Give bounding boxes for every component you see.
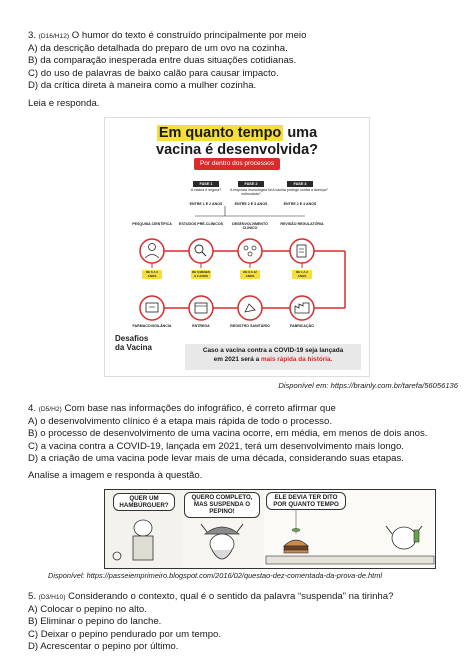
infographic-banner: Caso a vacina contra a COVID-19 seja lançada em 2021 será a mais rápida da história. [185,344,361,370]
question-4-stem: 4. (D5/H2) Com base nas informações do infográfico, é correto afirmar que [28,403,336,414]
phase-3-label: FASE 3 [287,181,313,187]
phase-2-label: FASE 2 [238,181,264,187]
step-farmacovigilancia-label: FARMACOVIGILÂNCIA [132,324,172,328]
question-4-option-b[interactable]: B) o processo de desenvolvimento de uma vacina ocorre, em média, em menos de dois anos. [28,428,428,440]
pharmacovigilance-icon [140,296,164,320]
question-5-option-d[interactable]: D) Acrescentar o pepino por último. [28,640,179,652]
question-4-option-a[interactable]: A) o desenvolvimento clínico é a etapa mais rápida de todo o processo. [28,416,332,428]
comic-panel-1 [105,490,182,568]
vaccine-infographic [104,117,370,377]
badge-pesquisa: DE 6 A 2 ANOS [142,270,162,279]
step-clinico-label: DESENVOLVIMENTO CLÍNICO [232,222,268,231]
question-3-option-b[interactable]: B) da comparação inesperada entre duas situações cotidianas. [28,55,297,67]
instruction-read: Leia e responda. [28,98,100,109]
comic-panel-3 [264,490,435,568]
people-group-icon [238,239,262,263]
badge-preclinicos: DE 6 MESES A 2 ANOS [191,270,210,279]
step-registro-label: REGISTRO SANITÁRIO [230,324,270,328]
phase-3-duration: ENTRE 2 E 4 ANOS [283,202,317,206]
phase-3-text: A vacina protege contra a doença? [272,188,328,192]
phase-1-label: FASE 1 [193,181,219,187]
question-4-option-d[interactable]: D) a criação de uma vacina pode levar mais de uma década, considerando suas etapas. [28,452,404,464]
phase-1-text: A vacina é segura? [190,188,222,192]
document-review-icon [290,239,314,263]
hamburger-icon [284,510,308,553]
question-3-option-d[interactable]: D) da crítica direta à maneira como a mulher cozinha. [28,79,257,91]
question-5-option-c[interactable]: C) Deixar o pepino pendurado por um tempo. [28,628,222,640]
question-3 [28,30,458,92]
infographic-subtitle: Por dentro dos processos [194,158,280,170]
speech-bubble-3: ELE DEVIA TER DITO POR QUANTO TEMPO [266,492,346,510]
magnifier-icon [189,239,213,263]
question-5-option-b[interactable]: B) Eliminar o pepino do lanche. [28,616,162,628]
question-5 [28,591,458,653]
comic-panel-2 [181,490,265,568]
step-entrega-label: ENTREGA [192,324,210,328]
badge-clinico: DE 6 A 12 ANOS [240,270,260,279]
step-regulatoria-label: REVISÃO REGULATÓRIA [280,222,324,226]
phase-2-text: A resposta imunológica foi estimulada? [230,188,272,197]
comic-strip [104,489,436,569]
infographic-source: Disponível em: https://brainly.com.br/tarefa/56056136 [278,381,458,390]
speech-bubble-2: QUERO COMPLETO, MAS SUSPENDA O PEPINO! [184,492,260,518]
question-5-option-a[interactable]: A) Colocar o pepino no alto. [28,604,147,616]
instruction-analyze: Analise a imagem e responda à questão. [28,470,203,481]
infographic-brand: Desafios da Vacina [115,334,152,352]
question-4-option-c[interactable]: C) a vacina contra a COVID-19, lançada em 2021, terá um desenvolvimento mais longo. [28,440,404,452]
question-3-option-a[interactable]: A) da descrição detalhada do preparo de um ovo na cozinha. [28,43,288,55]
step-preclinicos-label: ESTUDOS PRÉ-CLÍNICOS [178,222,224,226]
factory-icon [290,296,314,320]
comic-source: Disponível: https://passeiemprimeiro.blogspot.com/2016/02/questao-dez-comentada-da-prova-de.html [48,571,382,580]
step-fabricacao-label: FABRICAÇÃO [290,324,314,328]
registration-icon [238,296,262,320]
scientist-icon [140,239,164,263]
speech-bubble-1: QUER UM HAMBÚRGUER? [113,493,175,511]
badge-regulatoria: DE 1 A 2 ANOS [292,270,312,279]
phase-1-duration: ENTRE 1 E 2 ANOS [189,202,223,206]
question-3-stem: 3. (D16/H12) O humor do texto é construído principalmente por meio [28,30,307,41]
step-pesquisa-label: PESQUISA CIENTÍFICA [132,222,172,226]
infographic-title-line2: vacina é desenvolvida? [156,142,318,158]
question-5-stem: 5. (D3/H10) Considerando o contexto, qual é o sentido da palavra “suspenda” na tirinha? [28,591,394,602]
phase-2-duration: ENTRE 2 E 3 ANOS [234,202,268,206]
question-4 [28,403,458,465]
question-3-option-c[interactable]: C) do uso de palavras de baixo calão para causar impacto. [28,67,279,79]
delivery-box-icon [189,296,213,320]
infographic-title: Em quanto tempo uma [158,125,318,141]
